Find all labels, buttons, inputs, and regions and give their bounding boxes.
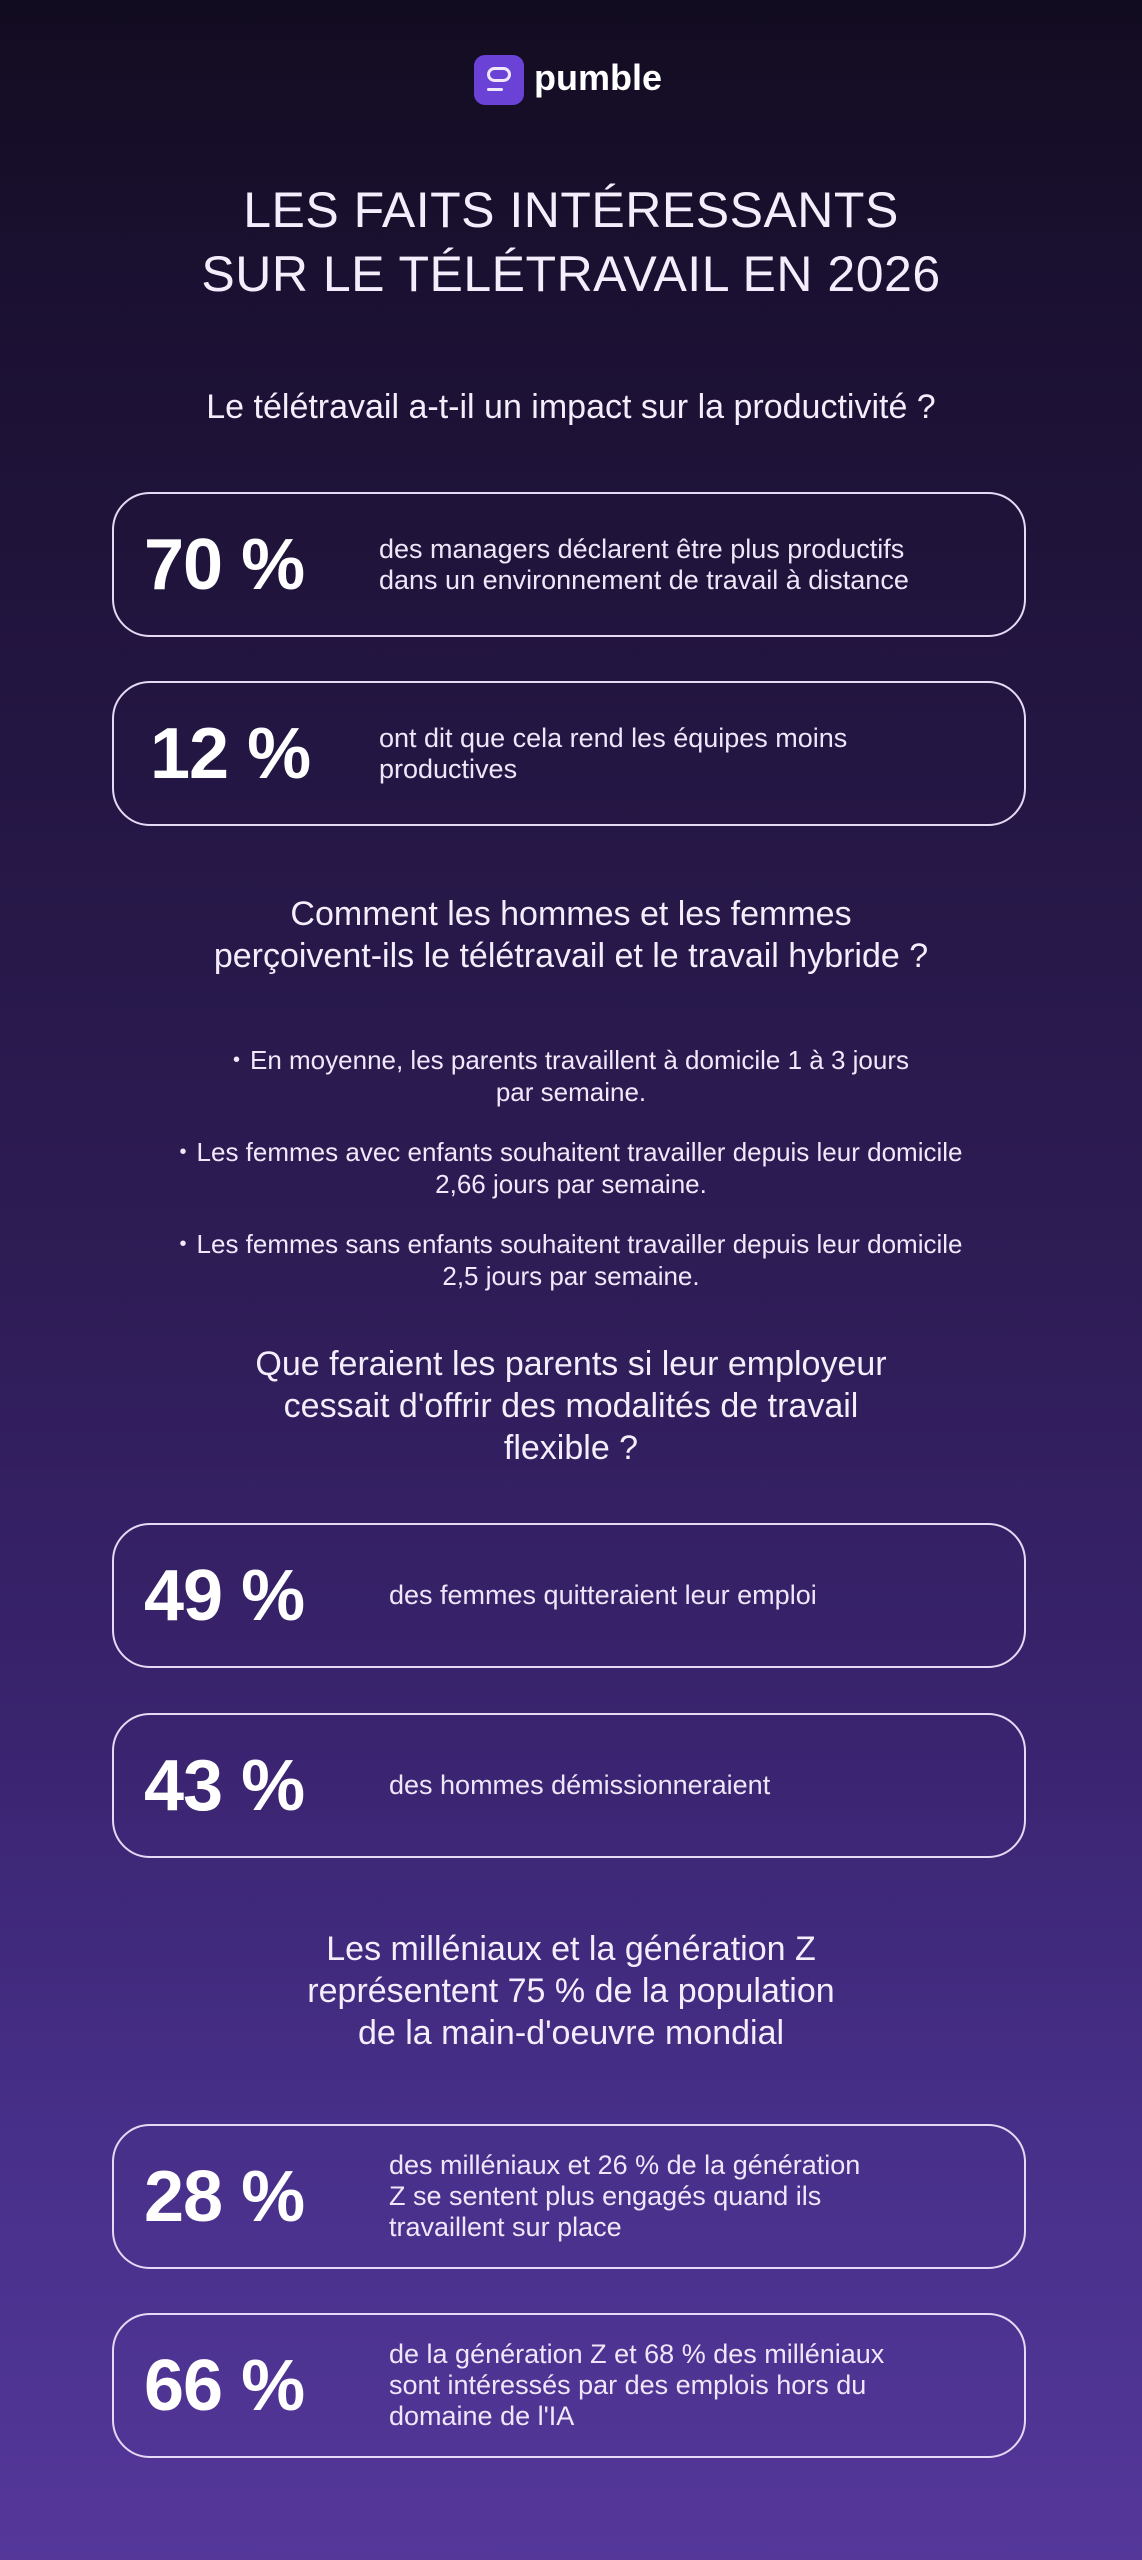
question-line: Que feraient les parents si leur employeur	[255, 1345, 887, 1383]
stat-value: 70 %	[144, 524, 305, 605]
page-title-line: SUR LE TÉLÉTRAVAIL EN 2026	[201, 246, 941, 302]
stat-description-line: de la génération Z et 68 % des milléniaux	[389, 2339, 885, 2369]
bullet-dot-icon: •	[179, 1233, 187, 1255]
question-line: flexible ?	[503, 1429, 639, 1467]
bullet-dot-icon: •	[232, 1049, 240, 1071]
stat-description-line: des managers déclarent être plus productifs	[379, 533, 905, 564]
stat-description-line: des femmes quitteraient leur emploi	[389, 1580, 817, 1610]
stat-value: 43 %	[144, 1745, 305, 1826]
section-question	[0, 386, 1142, 428]
stat-description-line: des milléniaux et 26 % de la génération	[389, 2150, 861, 2180]
stat-card	[112, 1713, 1026, 1858]
stat-card	[112, 2124, 1026, 2269]
question-line: Comment les hommes et les femmes	[290, 895, 852, 933]
stat-value: 28 %	[144, 2156, 305, 2237]
stat-description	[389, 1580, 857, 1611]
stat-description	[379, 723, 887, 785]
question-line: cessait d'offrir des modalités de travail	[283, 1387, 859, 1425]
bullet-item	[100, 1044, 1042, 1108]
question-line: de la main-d'oeuvre mondial	[357, 2014, 785, 2052]
bullet-text: Les femmes avec enfants souhaitent travailler depuis leur domicile	[196, 1137, 963, 1167]
stat-description-line: des hommes démissionneraient	[389, 1770, 771, 1800]
page-title-line: LES FAITS INTÉRESSANTS	[243, 182, 899, 238]
stat-description	[389, 2150, 900, 2243]
stat-value: 49 %	[144, 1555, 305, 1636]
stat-description	[379, 534, 949, 596]
question-line: Le télétravail a-t-il un impact sur la productivité ?	[206, 388, 936, 426]
stat-card	[112, 1523, 1026, 1668]
stat-description	[389, 2339, 924, 2432]
question-line: Les milléniaux et la génération Z	[326, 1930, 816, 1968]
section-question	[0, 893, 1142, 977]
stat-description-line: ont dit que cela rend les équipes moins	[379, 722, 848, 753]
stat-description-line: dans un environnement de travail à distance	[379, 564, 909, 595]
section-question	[0, 1928, 1142, 2054]
bullet-text: 2,66 jours par semaine.	[435, 1169, 707, 1199]
question-line: représentent 75 % de la population	[307, 1972, 835, 2010]
bullet-text: 2,5 jours par semaine.	[442, 1261, 700, 1291]
stat-card	[112, 2313, 1026, 2458]
chat-bubble-icon	[474, 55, 524, 105]
section-question	[0, 1343, 1142, 1469]
stat-description-line: domaine de l'IA	[389, 2401, 575, 2431]
stat-description	[389, 1770, 810, 1801]
stat-value: 12 %	[150, 713, 311, 794]
stat-description-line: sont intéressés par des emplois hors du	[389, 2370, 867, 2400]
bullet-text: Les femmes sans enfants souhaitent travailler depuis leur domicile	[196, 1229, 963, 1259]
stat-card	[112, 681, 1026, 826]
stat-value: 66 %	[144, 2345, 305, 2426]
stat-description-line: Z se sentent plus engagés quand ils	[389, 2181, 822, 2211]
stat-description-line: productives	[379, 753, 518, 784]
bullet-item	[100, 1136, 1042, 1200]
bullet-text: par semaine.	[495, 1077, 647, 1107]
question-line: perçoivent-ils le télétravail et le travail hybride ?	[213, 937, 929, 975]
bullet-item	[100, 1228, 1042, 1292]
bullet-dot-icon: •	[179, 1141, 187, 1163]
stat-description-line: travaillent sur place	[389, 2212, 622, 2242]
bullet-text: En moyenne, les parents travaillent à domicile 1 à 3 jours	[250, 1045, 910, 1075]
page-title	[0, 178, 1142, 306]
bullet-list	[100, 1044, 1042, 1320]
stat-card	[112, 492, 1026, 637]
brand-logo	[474, 55, 662, 105]
brand-name: pumble	[534, 57, 663, 98]
